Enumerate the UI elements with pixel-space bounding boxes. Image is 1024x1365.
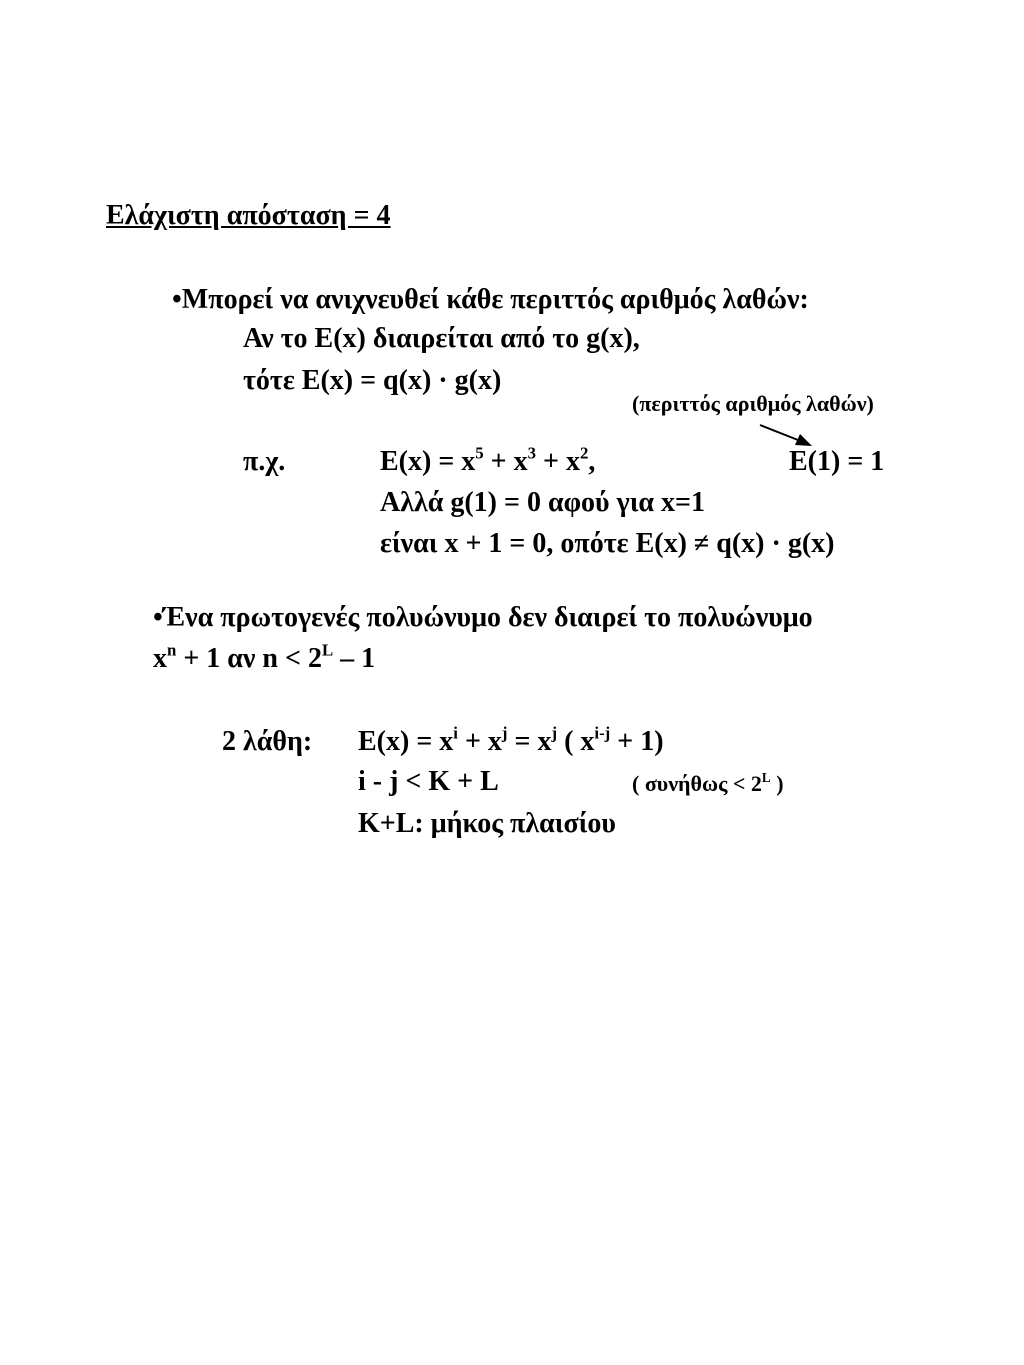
e-of-one: E(1) = 1 [789, 446, 885, 477]
then-line: τότε E(x) = q(x) · g(x) [243, 365, 502, 396]
bullet-odd-errors: •Μπορεί να ανιχνευθεί κάθε περιττός αριθμός λαθών: [172, 284, 809, 315]
odd-errors-note: (περιττός αριθμός λαθών) [632, 391, 874, 416]
but-line: Αλλά g(1) = 0 αφού για x=1 [380, 487, 705, 518]
polynomial-condition: $x^n + 1$ αν $n < 2^L - 1$ [153, 640, 376, 674]
frame-length: K+L: μήκος πλαισίου [358, 808, 616, 839]
distance-condition: i - j < K + L [358, 766, 499, 797]
bullet-primitive-polynomial: •Ένα πρωτογενές πολυώνυμο δεν διαιρεί το πολυώνυμο [153, 602, 813, 633]
page-title: Ελάχιστη απόσταση = 4 [106, 200, 391, 231]
usually-note: ( $\sigma\upsilon\nu ή\theta\omega\varsigma < 2^L$ ) [632, 769, 784, 796]
example-polynomial: $E(x) = x^5 + x^3 + x^2$, [380, 443, 596, 477]
divisible-line: Αν το E(x) διαιρείται από το g(x), [243, 323, 640, 354]
example-label: π.χ. [243, 446, 286, 477]
therefore-line: είναι x + 1 = 0, οπότε E(x) ≠ q(x) · g(x) [380, 528, 835, 559]
two-errors-formula: $E(x) = x^i + x^j = x^j$ ( $x^{i-j} + 1$) [358, 723, 664, 757]
two-errors-label: 2 λάθη: [222, 726, 313, 757]
